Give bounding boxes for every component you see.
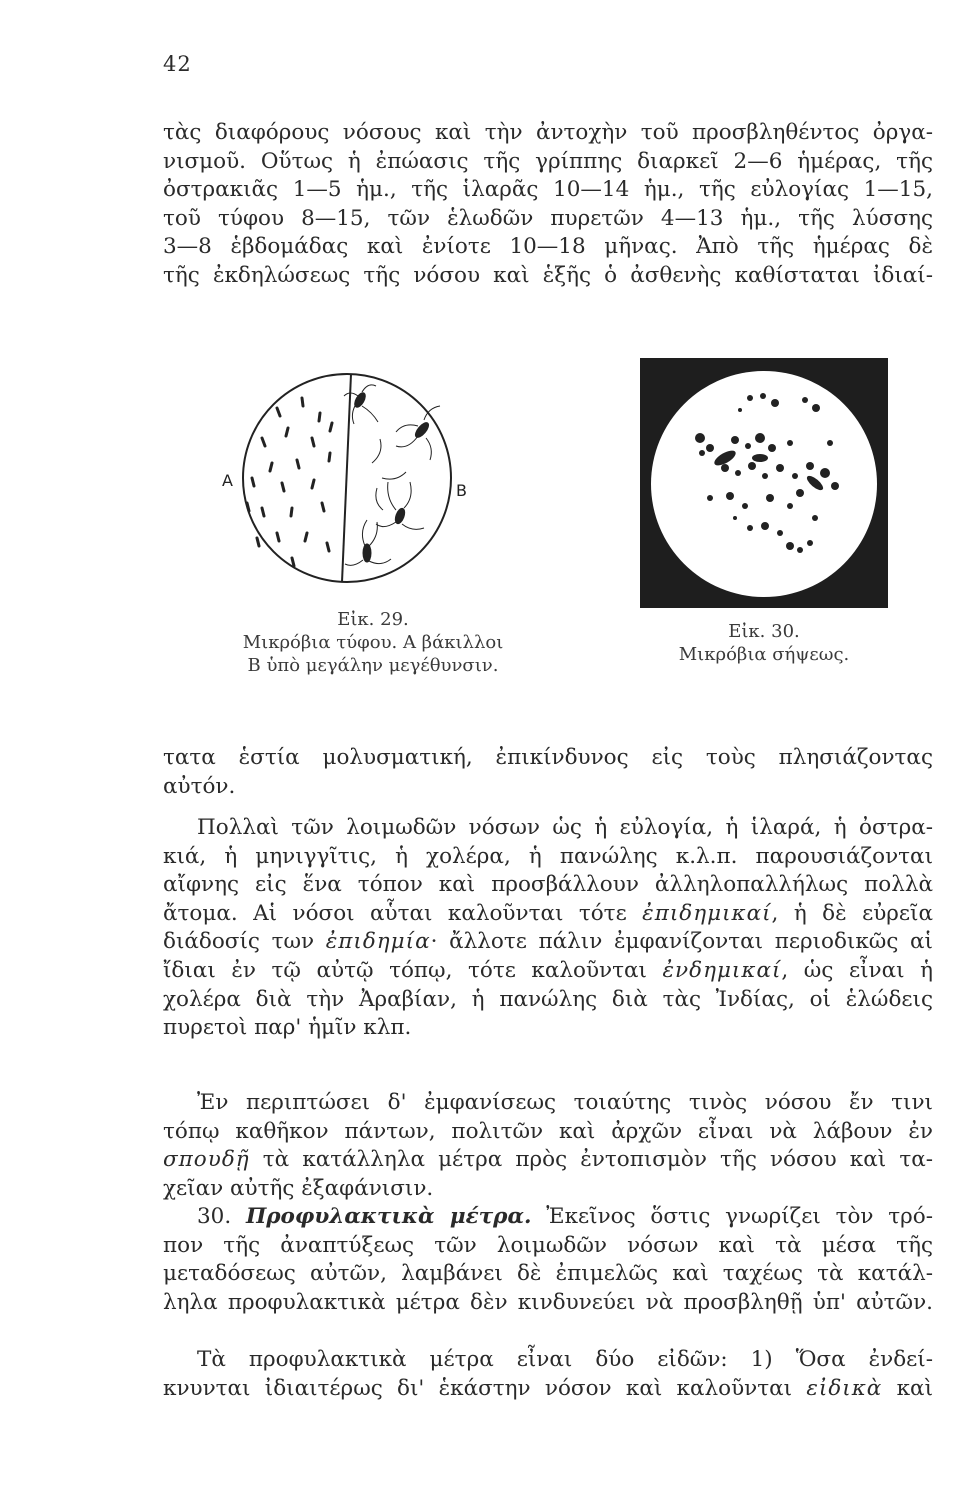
figure-label-a: A [222, 471, 233, 490]
text-line: τόπῳ καθῆκον πάντων, πολιτῶν καὶ ἀρχῶν εἶναι νὰ λάβουν ἐν [163, 1118, 933, 1144]
text-line: τὰς διαφόρους νόσους καὶ τὴν ἀντοχὴν τοῦ προσβληθέντος ὀργα- [163, 120, 933, 145]
caption-line: Μικρόβια σήψεως. [678, 644, 850, 665]
term-epidemia: ἐπιδημία [325, 929, 431, 955]
text-line: ἴδιαι ἐν τῷ αὐτῷ τόπῳ, τότε καλοῦνται ἐνδημικαί, ὡς εἶναι ἡ [163, 957, 933, 983]
term-epidemic: ἐπιδημικαί [642, 900, 772, 926]
text-line: μεταδόσεως αὐτῶν, λαμβάνει δὲ ἐπιμελῶς καὶ ταχέως τὰ κατάλ- [163, 1261, 933, 1287]
figure-30-caption [640, 620, 888, 666]
text-line: πυρετοὶ παρ' ἡμῖν κλπ. [163, 1015, 412, 1041]
text-line: χεῖαν αὐτῆς ἐξαφάνισιν. [163, 1175, 434, 1201]
text-line: σπουδῇ τὰ κατάλληλα μέτρα πρὸς ἐντοπισμὸν τῆς νόσου καὶ τα- [163, 1147, 933, 1173]
text-line: τατα ἑστία μολυσματική, ἐπικίνδυνος εἰς τοὺς πλησιάζοντας [163, 745, 933, 770]
text-line: αἴφνης εἰς ἕνα τόπον καὶ προσβάλλουν ἀλληλοπαλλήλως πολλὰ [163, 872, 933, 898]
figure-number: Εἰκ. 29. [337, 609, 409, 630]
text-line: τῆς ἐκδηλώσεως τῆς νόσου καὶ ἑξῆς ὁ ἀσθενὴς καθίσταται ἰδιαί- [163, 262, 933, 288]
section-heading: Προφυλακτικὰ μέτρα. [245, 1204, 532, 1229]
text-line: Τὰ προφυλακτικὰ μέτρα εἶναι δύο εἰδῶν: 1) Ὅσα ἐνδεί- [197, 1347, 933, 1372]
paragraph-incubation [163, 119, 933, 291]
text-line: νισμοῦ. Οὕτως ἡ ἐπώασις τῆς γρίππης διαρκεῖ 2—6 ἡμέρας, τῆς [163, 148, 933, 174]
figure-29-caption [218, 608, 528, 677]
text-line: Πολλαὶ τῶν λοιμωδῶν νόσων ὡς ἡ εὐλογία, ἡ ἱλαρά, ἡ ὀστρα- [197, 815, 933, 840]
caption-line: Β ὑπὸ μεγάλην μεγέθυνσιν. [247, 655, 499, 676]
text-line: Ἐν περιπτώσει δ' ἐμφανίσεως τοιαύτης τινὸς νόσου ἔν τινι [197, 1090, 933, 1115]
text-line: κιά, ἡ μηνιγγῖτις, ἡ χολέρα, ἡ πανώλης κ.λ.π. παρουσιάζονται [163, 843, 933, 869]
figure-typhoid-microbes [222, 368, 472, 598]
paragraph-measure-types [163, 1346, 933, 1403]
term-spoude: σπουδῇ [163, 1147, 250, 1173]
text-line: χολέρα διὰ τὴν Ἀραβίαν, ἡ πανώλης διὰ τὰς Ἰνδίας, οἱ ἑλώδεις [163, 986, 933, 1012]
paragraph-measures-duty [163, 1089, 933, 1203]
caption-line: Μικρόβια τύφου. Α βάκιλλοι [242, 632, 504, 653]
text-line: 30. Προφυλακτικὰ μέτρα. Ἐκεῖνος ὅστις γνωρίζει τὸν τρό- [197, 1204, 933, 1229]
text-line: 3—8 ἑβδομάδας καὶ ἐνίοτε 10—18 μῆνας. Ἀπὸ τῆς ἡμέρας δὲ [163, 234, 933, 260]
text-line: ληλα προφυλακτικὰ μέτρα δὲν κινδυνεύει νὰ προσβληθῇ ὑπ' αὐτῶν. [163, 1289, 933, 1315]
text-line: ὀστρακιᾶς 1—5 ἡμ., τῆς ἱλαρᾶς 10—14 ἡμ., τῆς εὐλογίας 1—15, [163, 177, 933, 203]
paragraph-epidemic [163, 814, 933, 1043]
text-line: πον τῆς ἀναπτύξεως τῶν λοιμωδῶν νόσων καὶ τὰ μέσα τῆς [163, 1232, 933, 1258]
text-line: αὐτόν. [163, 773, 236, 799]
text-line: κνυνται ἰδιαιτέρως δι' ἑκάστην νόσον καὶ καλοῦνται εἰδικὰ καὶ [163, 1375, 933, 1401]
page-number: 42 [163, 52, 192, 76]
text-line: ἄτομα. Αἱ νόσοι αὗται καλοῦνται τότε ἐπιδημικαί, ἡ δὲ εὐρεῖα [163, 900, 933, 926]
text-line: τοῦ τύφου 8—15, τῶν ἑλωδῶν πυρετῶν 4—13 ἡμ., τῆς λύσσης [163, 205, 933, 231]
term-specific: εἰδικὰ [806, 1375, 883, 1401]
figure-label-b: B [456, 481, 467, 500]
section-number: 30. [197, 1204, 246, 1229]
text-line: διάδοσίς των ἐπιδημία· ἄλλοτε πάλιν ἐμφανίζονται περιοδικῶς αἱ [163, 929, 933, 955]
figure-number: Εἰκ. 30. [728, 621, 800, 642]
section-30-prophylactic-measures [163, 1203, 933, 1317]
paragraph-infectious-focus [163, 744, 933, 801]
figure-putrefaction-microbes [640, 358, 888, 608]
term-endemic: ἐνδημικαί [662, 957, 782, 983]
